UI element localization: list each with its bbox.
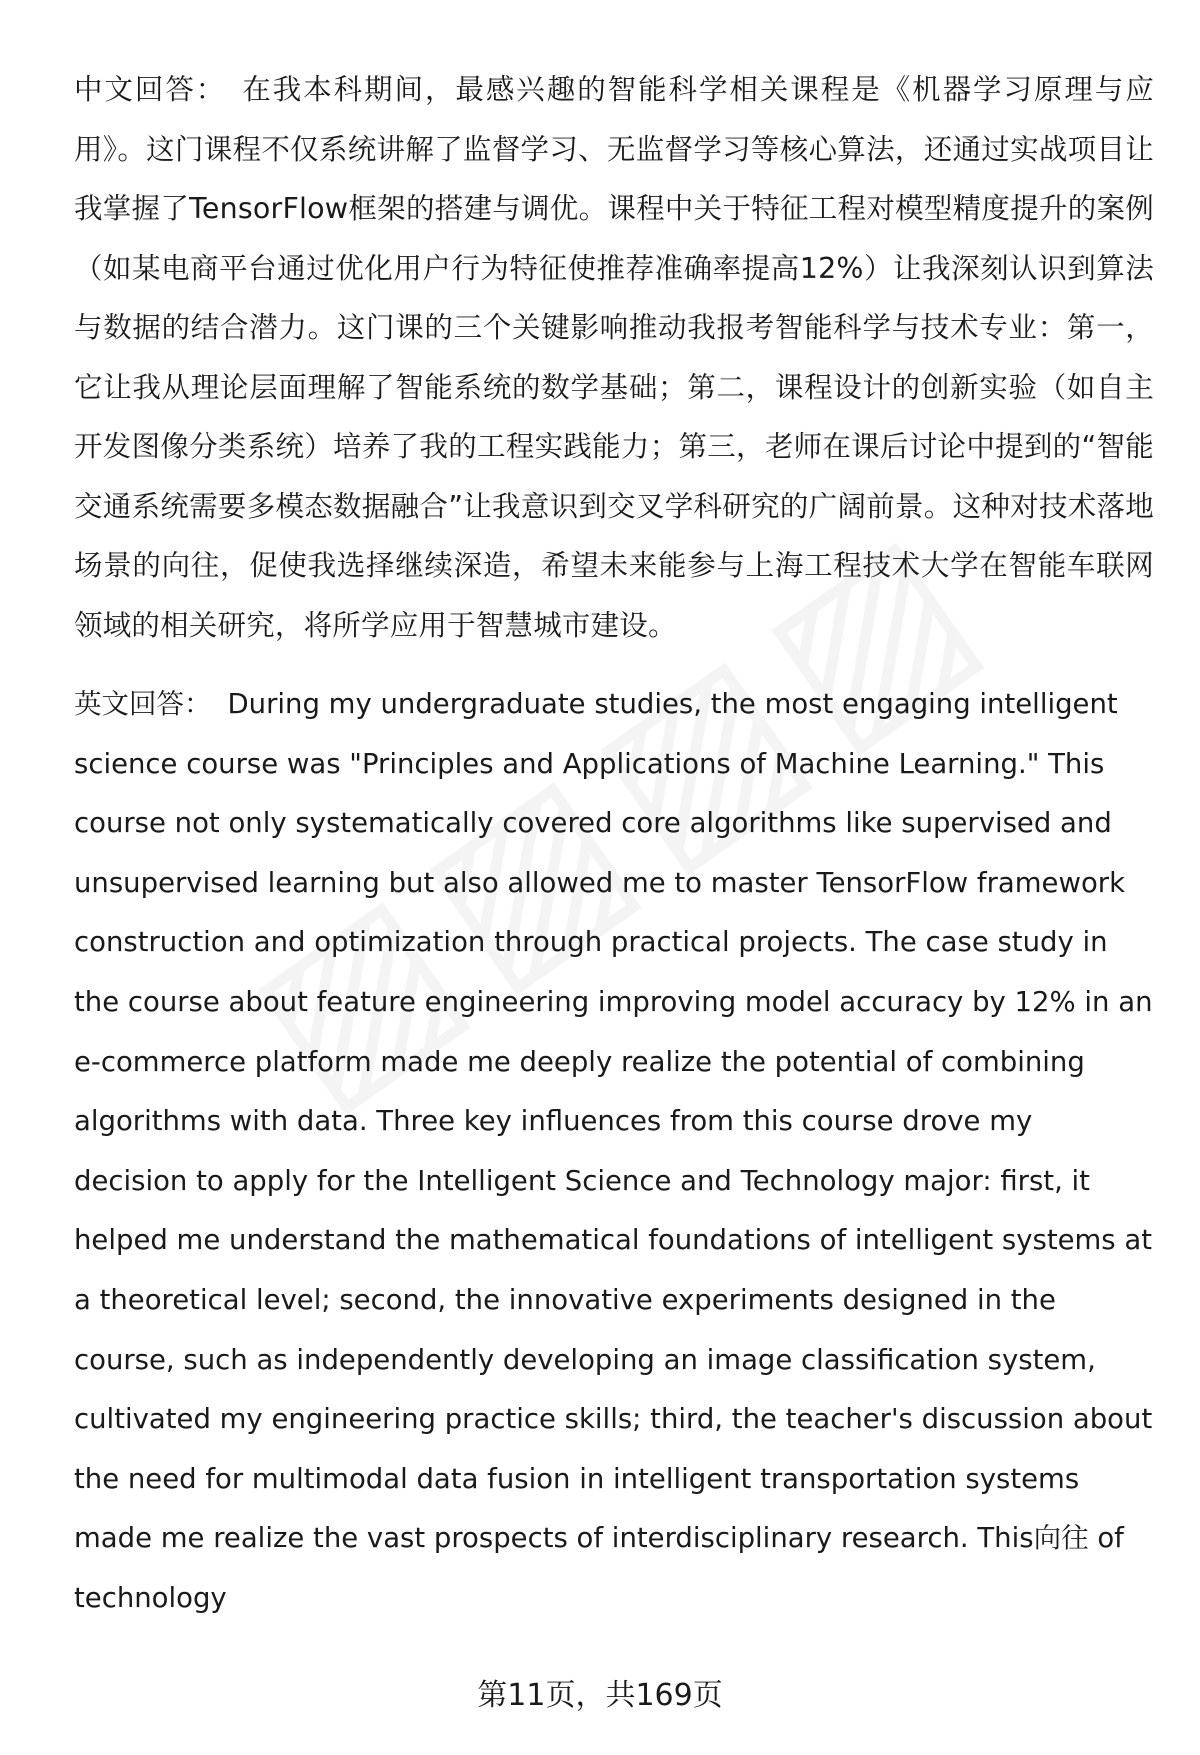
chinese-answer-paragraph [74,60,1154,655]
page-number-footer: 第11页，共169页 [477,1678,723,1713]
chinese-answer-label: 中文回答： [74,73,227,106]
english-answer-text: During my undergraduate studies, the most engaging intelligent science course was "Principles and Applications of Machine Learning." This course not only systematically covered core algorithms like supervised and unsupervised learning but also allowed me to master TensorFlow framework construction and optimization through practical projects. The case study in the course about feature engineering improving model accuracy by 12% in an e-commerce platform made me deeply realize the potential of combining algorithms with data. Three key influences from this course drove my decision to apply for the Intelligent Science and Technology major: first, it helped me understand the mathematical foundations of intelligent systems at a theoretical level; second, the innovative experiments designed in the course, such as independently developing an image classification system, cultivated my engineering practice skills; third, the teacher's discussion about the need for multimodal data fusion in intelligent transportation systems made me realize the vast prospects of interdisciplinary research. This向往 of technology [74,688,1153,1614]
page-content [74,60,1154,1629]
english-answer-paragraph [74,675,1154,1629]
chinese-answer-text: 在我本科期间，最感兴趣的智能科学相关课程是《机器学习原理与应用》。这门课程不仅系统讲解了监督学习、无监督学习等核心算法，还通过实战项目让我掌握了TensorFlow框架的搭建与调优。课程中关于特征工程对模型精度提升的案例（如某电商平台通过优化用户行为特征使推荐准确率提高12%）让我深刻认识到算法与数据的结合潜力。这门课的三个关键影响推动我报考智能科学与技术专业：第一，它让我从理论层面理解了智能系统的数学基础；第二，课程设计的创新实验（如自主开发图像分类系统）培养了我的工程实践能力；第三，老师在课后讨论中提到的“智能交通系统需要多模态数据融合”让我意识到交叉学科研究的广阔前景。这种对技术落地场景的向往，促使我选择继续深造，希望未来能参与上海工程技术大学在智能车联网领域的相关研究，将所学应用于智慧城市建设。 [74,73,1154,642]
english-answer-label: 英文回答： [74,688,212,720]
